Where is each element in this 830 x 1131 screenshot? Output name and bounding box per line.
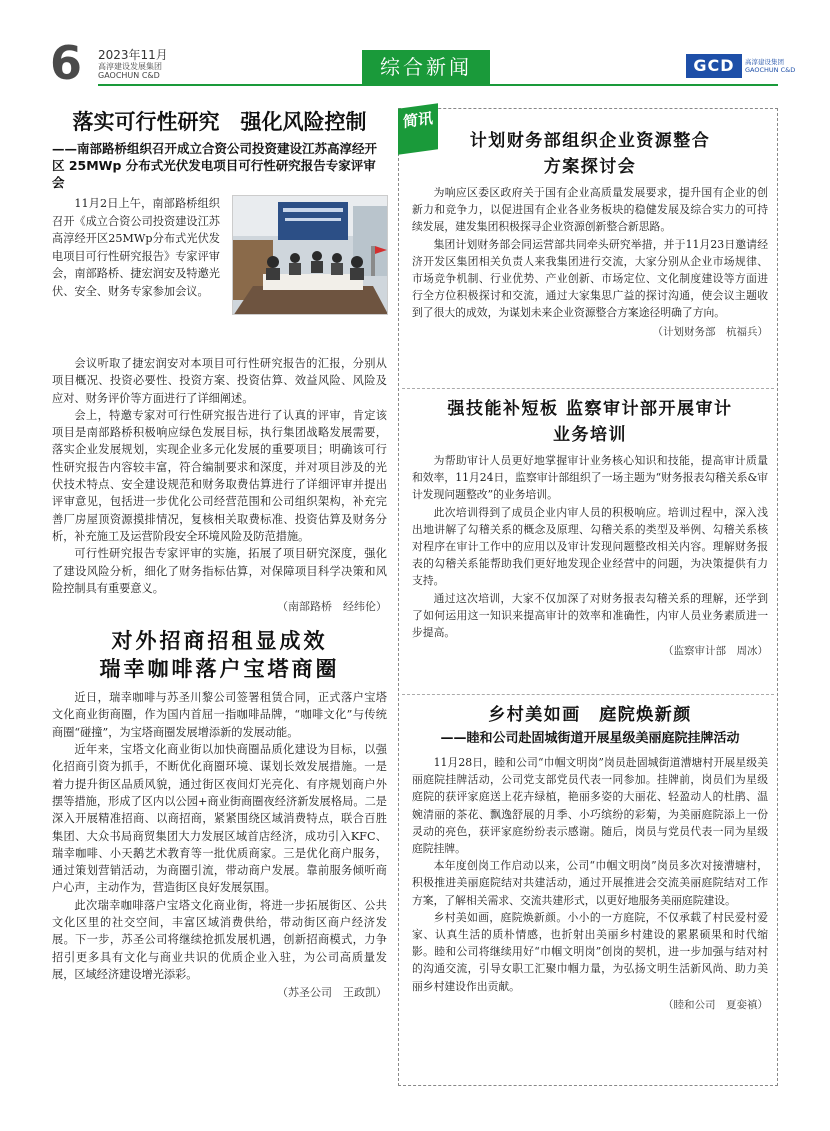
- divider-2: [402, 694, 774, 695]
- news2-signature: （监察审计部 周冰）: [663, 645, 768, 658]
- issue-date: 2023年11月: [98, 48, 168, 62]
- page-number: 6: [50, 36, 83, 90]
- news2-paragraph-1: 为帮助审计人员更好地掌握审计业务核心知识和技能，提高审计质量和效率，11月24日，监察审计部组织了一场主题为“财务报表勾稽关系&审计发现问题整改”的业务培训。: [412, 454, 768, 502]
- news2: [412, 396, 768, 661]
- article1-title: 落实可行性研究 强化风险控制: [72, 110, 367, 134]
- article2-paragraph-3: 此次瑞幸咖啡落户宝塔文化商业街，将进一步拓展街区、公共文化区里的社交空间，丰富区域消费供给，带动街区商户经济发展。下一步，苏圣公司将继续抢抓发展机遇，创新招商模式，力争招引更多具有文化与商业共识的优质企业入驻，为公司高质量发展，区域经济建设增光添彩。: [52, 898, 387, 981]
- article2-title-line1: 对外招商招租显成效: [111, 629, 328, 654]
- news1-paragraph-2: 集团计划财务部会同运营部共同牵头研究举措，并于11月23日邀请经济开发区集团相关负责人来我集团进行交流，大家分别从企业市场规律、市场竞争机制、行业优势、产业创新、市场定位、文化制度建设等方面进行全方位积极探讨和交流，通过大家集思广益的探讨沟通，使会议主题收到了很大的成效，为谋划未来企业资源整合方案途径明确了方向。: [412, 237, 768, 320]
- news1-paragraph-1: 为响应区委区政府关于国有企业高质量发展要求，提升国有企业的创新力和竞争力，以促进国有企业各业务板块的稳健发展及综合实力的可持续发展，建发集团积极探寻企业资源创新整合新思路。: [412, 186, 768, 234]
- publisher-cn: 高淳建设发展集团: [98, 62, 162, 71]
- news3-paragraph-2: 本年度创岗工作启动以来，公司“巾帼文明岗”岗员多次对接漕塘村，积极推进美丽庭院结对共建活动，通过开展推进会交流美丽庭院结对工作方案，了解相关需求、交流共建形式，以更好地服务美丽庭院建设。: [412, 859, 768, 907]
- news1-title-line2: 方案探讨会: [543, 157, 637, 177]
- article1-paragraph-3: 可行性研究报告专家评审的实施，拓展了项目研究深度，强化了建设风险分析，细化了财务指标估算，对保障项目科学决策和风险控制具有重要意义。: [52, 547, 387, 595]
- brief-tag: 简讯: [398, 103, 438, 155]
- publisher: [98, 62, 162, 80]
- article2-title-line2: 瑞幸咖啡落户宝塔商圈: [99, 657, 340, 682]
- section-title: 综合新闻: [362, 50, 490, 84]
- news1-signature: （计划财务部 杭福兵）: [652, 325, 768, 338]
- article1-lead: [52, 195, 387, 355]
- article2-paragraph-1: 近日，瑞幸咖啡与苏圣川黎公司签署租赁合同，正式落户宝塔文化商业街商圈，作为国内首屈一指咖啡品牌，“咖啡文化”与传统商圈“碰撞”，为宝塔商圈发展增添新的发展动能。: [52, 691, 387, 739]
- news3: [412, 702, 768, 1015]
- article2-paragraph-2: 近年来，宝塔文化商业街以加快商圈品质化建设为目标，以强化招商引资为抓手，不断优化商圈环境、谋划长效发展措施。一是着力提升街区品质风貌，通过街区夜间灯光亮化、有序规划商户外摆等措施，形成了区内以公园+商业街商圈夜经济新发展格局。二是深入开展精准招商、以商招商，紧紧围绕区域消费特点，联合百胜集团、大众书局商贸集团大力发展区域首店经济，成功引入KFC、瑞幸咖啡、小天鹅艺术教育等一批优质商家。三是优化商户服务，通过策划营销活动，为商圈引流，带动商户发展。靠前服务倾听商户心声，主动作为，营造街区良好发展氛围。: [52, 743, 387, 895]
- news1-title-line1: 计划财务部组织企业资源整合: [469, 131, 711, 151]
- news2-paragraph-3: 通过这次培训，大家不仅加深了对财务报表勾稽关系的理解，还学到了如何运用这一知识来提高审计的效率和准确性，内审人员业务素质进一步提高。: [412, 591, 768, 640]
- gcd-logo: GCD: [686, 54, 742, 78]
- news3-paragraph-3: 乡村美如画，庭院焕新颜。小小的一方庭院，不仅承载了村民爱村爱家、认真生活的质朴情感，也折射出美丽乡村建设的累累硕果和时代缩影。睦和公司将继续用好“巾帼文明岗”创岗的契机，进一步加强与结对村的沟通交流，引导女职工汇聚巾帼力量，为弘扬文明生活新风尚、助力美丽乡村建设作出贡献。: [412, 910, 768, 993]
- news2-paragraph-2: 此次培训得到了成员企业内审人员的积极响应。培训过程中，深入浅出地讲解了勾稽关系的概念及原理、勾稽关系的类型及举例、勾稽关系核对程序在审计工作中的应用以及审计发现问题整改相关内容。理解财务报表的勾稽关系能帮助我们更好地发现企业经营中的问题，为决策提供有力支持。: [412, 505, 768, 588]
- logo-caption-cn: 高淳建设集团: [745, 58, 784, 66]
- header-rule: [98, 84, 778, 86]
- news1: [412, 128, 768, 342]
- news3-paragraph-1: 11月28日，睦和公司“巾帼文明岗”岗员赴固城街道漕塘村开展星级美丽庭院挂牌活动，公司党支部党员代表一同参加。挂牌前，岗员们为星级庭院的获评家庭送上花卉绿植，艳丽多姿的大丽花、轻盈动人的杜鹃、温婉清丽的茶花、飘逸舒展的月季、小巧缤纷的彩菊，为美丽庭院添上一份灵动的亮色，获评家庭纷纷表示感谢。随后，岗员与党员代表一同为星级庭院挂牌。: [412, 756, 768, 856]
- news2-title-line1: 强技能补短板 监察审计部开展审计: [447, 399, 733, 419]
- divider-1: [402, 388, 774, 389]
- article1-paragraph-2: 会上，特邀专家对可行性研究报告进行了认真的评审，肯定该项目是南部路桥积极响应绿色发展目标，执行集团战略发展需要，落实企业发展规划，实现企业多元化发展的重要项目；明确该可行性研究报告内容较丰富，符合编制要求和深度，并对项目涉及的光伏技术特点、安全建设规范和财务取费估算进行了详细评审并提出评审意见，包括进一步优化公司经营范围和公司组织架构，补充完善厂房屋顶资源摸排情况，复核相关取费标准、投资估算及财务分析，补充施工及运营阶段安全环境风险及防范措施。: [52, 408, 387, 543]
- logo-caption: [745, 58, 795, 74]
- logo-caption-en: GAOCHUN C&D: [745, 66, 796, 74]
- article1-signature: （南部路桥 经纬伦）: [277, 600, 387, 614]
- meeting-photo-image: [233, 196, 388, 315]
- news3-signature: （睦和公司 夏娈禛）: [663, 998, 768, 1011]
- article1-lead-paragraph: 11月2日上午，南部路桥组织召开《成立合资公司投资建设江苏高淳经开区25MWp分布式光伏发电项目可行性研究报告》专家评审会，南部路桥、捷宏润安及特邀光伏、安全、财务专家参加会议。: [52, 197, 220, 298]
- publisher-en: GAOCHUN C&D: [98, 71, 160, 80]
- news3-title: 乡村美如画 庭院焕新颜: [488, 705, 692, 725]
- meeting-photo: [232, 195, 388, 315]
- news3-subtitle: ——睦和公司赴固城街道开展星级美丽庭院挂牌活动: [440, 731, 740, 746]
- news2-title-line2: 业务培训: [553, 425, 627, 445]
- article1-paragraph-1: 会议听取了捷宏润安对本项目可行性研究报告的汇报，分别从项目概况、投资必要性、投资方案、投资估算、效益风险、风险及应对、财务评价等方面进行了详细阐述。: [52, 357, 387, 405]
- left-column: [52, 108, 387, 1003]
- article1-subtitle: ——南部路桥组织召开成立合资公司投资建设江苏高淳经开区 25MWp 分布式光伏发电项目可行性研究报告专家评审会: [52, 141, 378, 190]
- article2-signature: （苏圣公司 王政凯）: [277, 986, 387, 1000]
